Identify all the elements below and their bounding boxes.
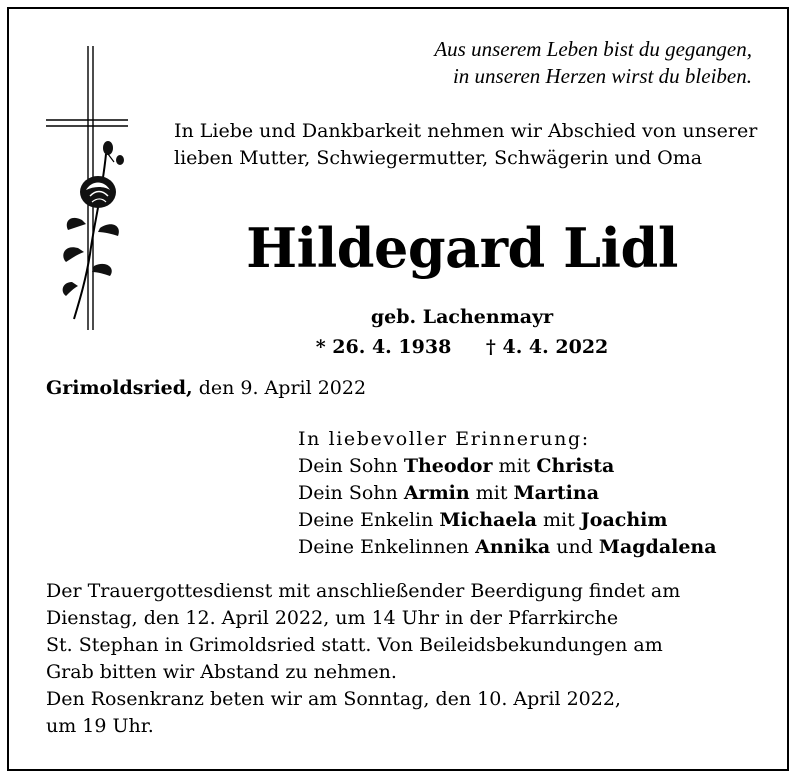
notice-date: den 9. April 2022 xyxy=(198,377,367,399)
relation: Deine Enkelinnen xyxy=(298,536,470,558)
relative-name: Joachim xyxy=(580,509,668,531)
connector: mit xyxy=(475,482,508,504)
relative-name: Christa xyxy=(536,455,615,477)
relative-name: Annika xyxy=(475,536,551,558)
relation: Dein Sohn xyxy=(298,455,398,477)
funeral-information xyxy=(46,578,776,740)
family-row xyxy=(298,453,778,480)
connector: mit xyxy=(543,509,575,531)
relative-name: Theodor xyxy=(403,455,493,477)
place-and-date xyxy=(46,375,366,401)
deceased-name: Hildegard Lidl xyxy=(246,216,678,280)
motto xyxy=(434,36,752,90)
family-row xyxy=(298,480,778,507)
footer-line: Den Rosenkranz beten wir am Sonntag, den 10. April 2022, xyxy=(46,688,621,710)
relative-name: Magdalena xyxy=(598,536,717,558)
death-date: † 4. 4. 2022 xyxy=(485,336,609,358)
motto-line-1: Aus unserem Leben bist du gegangen, xyxy=(434,37,752,61)
family-list xyxy=(298,426,778,561)
relative-name: Martina xyxy=(513,482,600,504)
footer-line: St. Stephan in Grimoldsried statt. Von Beileidsbekundungen am xyxy=(46,634,663,656)
footer-line: Dienstag, den 12. April 2022, um 14 Uhr in der Pfarrkirche xyxy=(46,607,619,629)
place: Grimoldsried, xyxy=(46,377,193,399)
family-row xyxy=(298,534,778,561)
footer-line: um 19 Uhr. xyxy=(46,715,154,737)
family-row xyxy=(298,507,778,534)
birth-date: * 26. 4. 1938 xyxy=(315,336,452,358)
relative-name: Michaela xyxy=(439,509,537,531)
motto-line-2: in unseren Herzen wirst du bleiben. xyxy=(452,64,752,88)
connector: und xyxy=(556,536,593,558)
family-heading: In liebevoller Erinnerung: xyxy=(298,428,590,450)
footer-line: Grab bitten wir Abstand zu nehmen. xyxy=(46,661,397,683)
relation: Deine Enkelin xyxy=(298,509,434,531)
relation: Dein Sohn xyxy=(298,482,398,504)
life-dates xyxy=(0,334,800,360)
intro-text: In Liebe und Dankbarkeit nehmen wir Abschied von unserer lieben Mutter, Schwiegermutter, Schwägerin und Oma xyxy=(174,120,758,169)
footer-line: Der Trauergottesdienst mit anschließender Beerdigung findet am xyxy=(46,580,681,602)
birth-name: geb. Lachenmayr xyxy=(370,306,554,328)
cross-with-rose-icon xyxy=(42,44,142,338)
relative-name: Armin xyxy=(403,482,470,504)
connector: mit xyxy=(498,455,531,477)
